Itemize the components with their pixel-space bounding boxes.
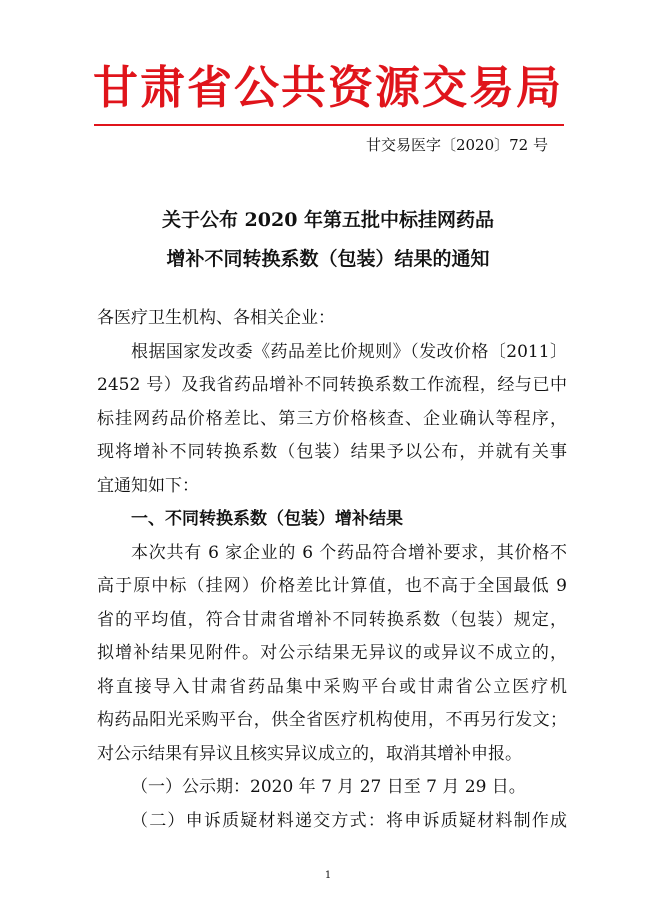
masthead-red-rule <box>94 124 564 126</box>
document-number: 甘交易医字〔2020〕72 号 <box>365 136 548 154</box>
paragraph1-line: 2452 号）及我省药品增补不同转换系数工作流程，经与已中 <box>97 375 567 395</box>
paragraph1-line: 根据国家发改委《药品差比价规则》（发改价格〔2011〕 <box>131 341 567 362</box>
paragraph2-line: 将直接导入甘肃省药品集中采购平台或甘肃省公立医疗机 <box>97 676 567 697</box>
paragraph1-line: 现将增补不同转换系数（包装）结果予以公布，并就有关事 <box>97 442 567 462</box>
paragraph1-line: 宜通知如下： <box>97 475 199 496</box>
document-body <box>97 302 567 838</box>
paragraph2-line: 高于原中标（挂网）价格差比计算值，也不高于全国最低 9 <box>97 576 567 596</box>
notice-title-line-1: 关于公布 2020 年第五批中标挂网药品 <box>161 209 495 231</box>
item-publicity-period: （一）公示期：2020 年 7 月 27 日至 7 月 29 日。 <box>131 777 526 797</box>
page-number: 1 <box>324 870 332 881</box>
paragraph2-line: 省的平均值，符合甘肃省增补不同转换系数（包装）规定， <box>97 609 567 630</box>
paragraph2-line: 拟增补结果见附件。对公示结果无异议的或异议不成立的， <box>97 643 567 663</box>
paragraph2-line: 本次共有 6 家企业的 6 个药品符合增补要求，其价格不 <box>131 542 567 563</box>
item-complaint-method: （二）申诉质疑材料递交方式：将申诉质疑材料制作成 <box>131 810 567 831</box>
salutation: 各医疗卫生机构、各相关企业： <box>97 308 335 328</box>
paragraph2-line: 对公示结果有异议且核实异议成立的，取消其增补申报。 <box>97 743 522 764</box>
paragraph1-line: 标挂网药品价格差比、第三方价格核查、企业确认等程序， <box>97 408 567 429</box>
notice-title-line-2: 增补不同转换系数（包装）结果的通知 <box>166 248 490 270</box>
section1-heading: 一、不同转换系数（包装）增补结果 <box>131 509 403 529</box>
paragraph2-line: 构药品阳光采购平台，供全省医疗机构使用，不再另行发文； <box>97 710 567 730</box>
masthead-title: 甘肃省公共资源交易局 <box>92 61 563 114</box>
